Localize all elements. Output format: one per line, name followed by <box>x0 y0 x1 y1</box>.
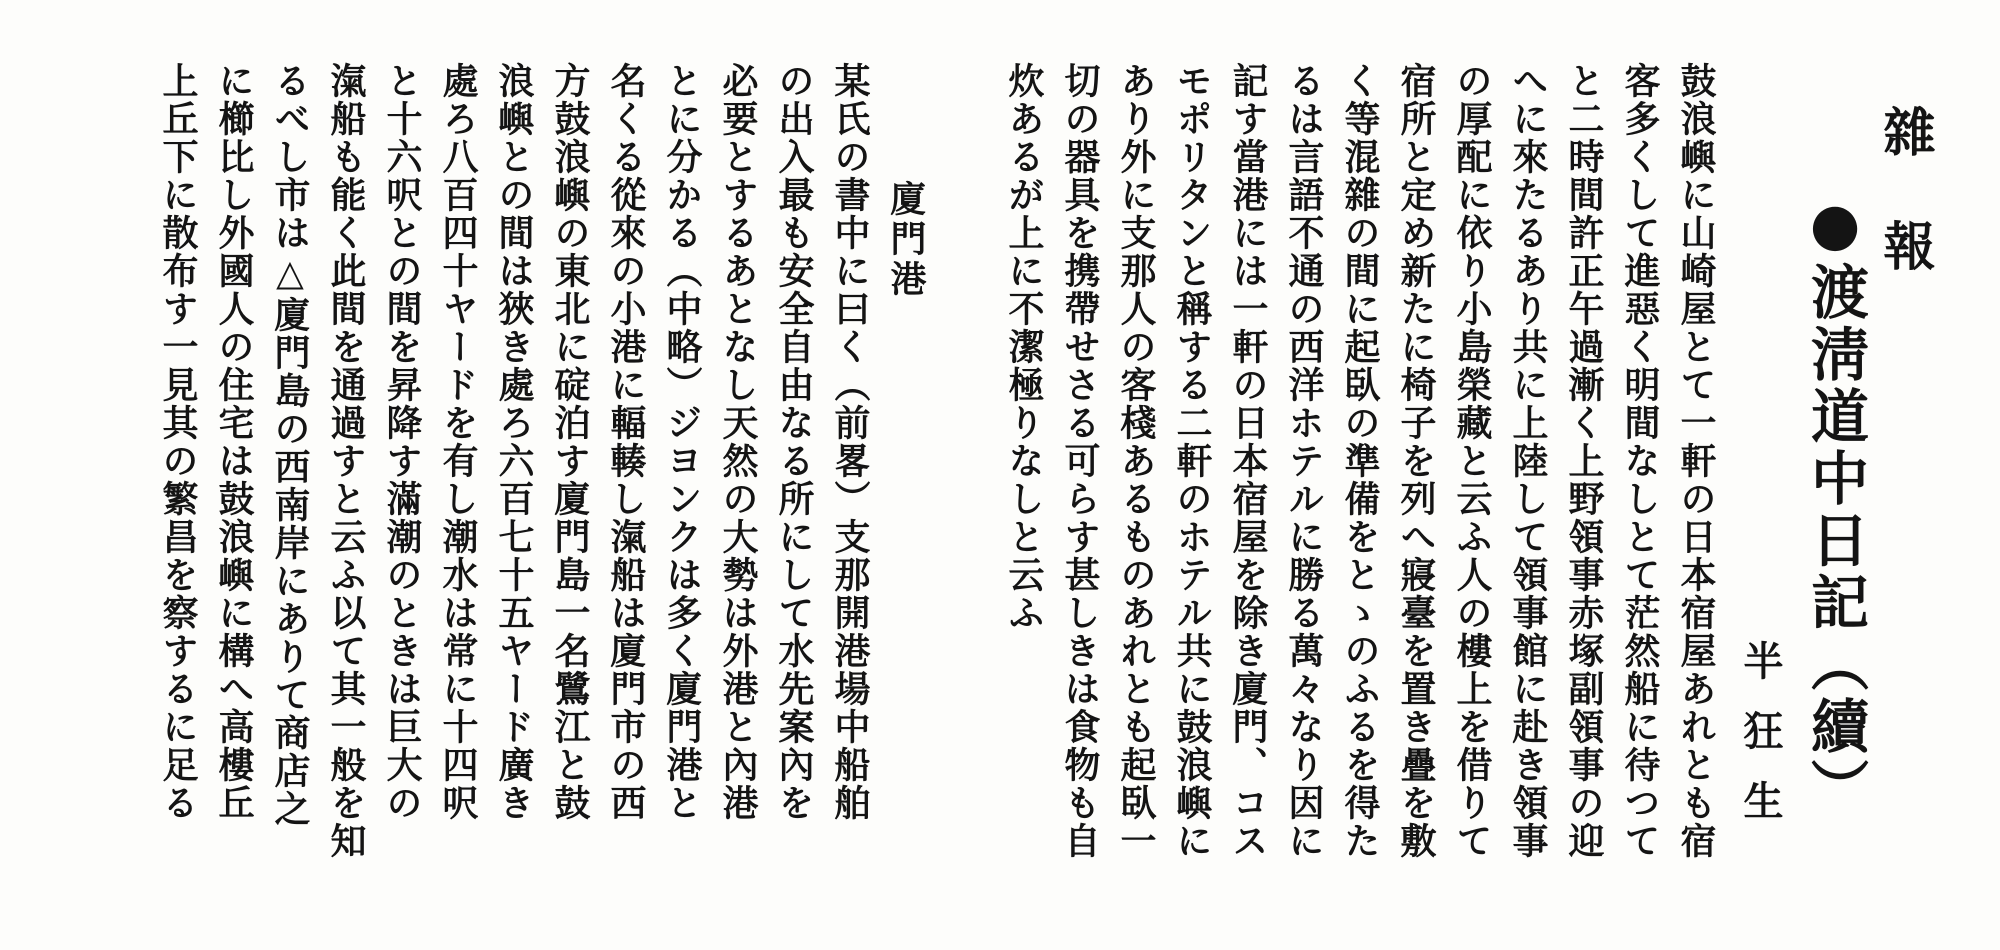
text-column: るべし市は△廈門島の西南岸にありて商店之 <box>269 62 311 828</box>
text-column: 記す當港には一軒の日本宿屋を除き廈門、コス <box>1227 62 1269 860</box>
text-column: と十六呎との間を昇降す滿潮のときは巨大の <box>381 62 423 822</box>
text-column: 切の器具を携帶せさる可らす甚しきは食物も自 <box>1059 62 1101 860</box>
author-byline: 半狂生 <box>1737 640 1784 850</box>
category-label: 雜報 <box>1874 105 1935 333</box>
text-column: 處ろ八百四十ヤードを有し潮水は常に十四呎 <box>437 62 479 822</box>
text-column: く等混雜の間に起臥の準備をとゝのふるを得た <box>1339 62 1381 860</box>
text-column: の出入最も安全自由なる所にして水先案內を <box>773 62 815 822</box>
text-column: に櫛比し外國人の住宅は鼓浪嶼に構へ高樓丘 <box>213 62 255 822</box>
text-column: 名くる從來の小港に輻輳し滊船は廈門市の西 <box>605 62 647 822</box>
text-column: 某氏の書中に曰く（前畧）支那開港場中船舶 <box>829 62 871 822</box>
text-column: の厚配に依り小島榮藏と云ふ人の樓上を借りて <box>1451 62 1493 860</box>
text-column: 方鼓浪嶼の東北に碇泊す廈門島一名鷺江と鼓 <box>549 62 591 822</box>
text-column: 浪嶼との間は狹き處ろ六百七十五ヤード廣き <box>493 62 535 822</box>
text-column: モポリタンと稱する二軒のホテル共に鼓浪嶼に <box>1171 62 1213 860</box>
text-column: と二時間許正午過漸く上野領事赤塚副領事の迎 <box>1563 62 1605 860</box>
text-column: 鼓浪嶼に山崎屋とて一軒の日本宿屋あれとも宿 <box>1675 62 1717 860</box>
text-column: るは言語不通の西洋ホテルに勝る萬々なり因に <box>1283 62 1325 860</box>
text-column: へに來たるあり共に上陸して領事館に赴き領事 <box>1507 62 1549 860</box>
text-column: とに分かる（中略）ジヨンクは多く廈門港と <box>661 62 703 822</box>
text-column: 必要とするあとなし天然の大勢は外港と內港 <box>717 62 759 822</box>
article-title: ●渡淸道中日記（續） <box>1801 190 1869 820</box>
text-column: あり外に支那人の客棧あるものあれとも起臥一 <box>1115 62 1157 860</box>
section-heading: 廈門港 <box>885 180 927 300</box>
text-column: 炊あるが上に不潔極りなしと云ふ <box>1003 62 1045 632</box>
text-column: 上丘下に散布す一見其の繁昌を察するに足る <box>157 62 199 822</box>
text-column: 宿所と定め新たに椅子を列へ寢臺を置き疊を敷 <box>1395 62 1437 860</box>
text-column: 滊船も能く此間を通過すと云ふ以て其一般を知 <box>325 62 367 860</box>
text-column: 客多くして進惡く明間なしとて茫然船に待つて <box>1619 62 1661 860</box>
